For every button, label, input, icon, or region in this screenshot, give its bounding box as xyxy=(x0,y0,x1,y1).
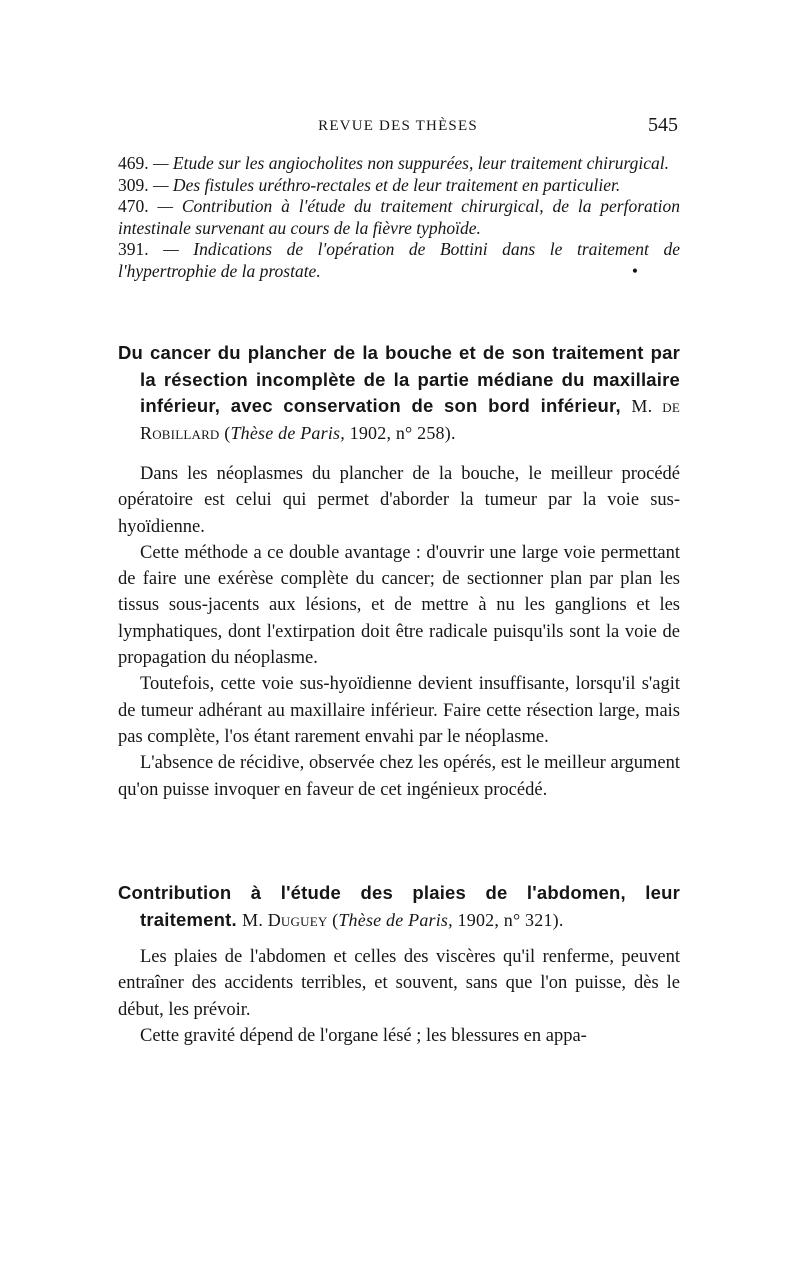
thesis-title: — Etude sur les angiocholites non suppurées, leur traitement chirurgical. xyxy=(153,153,670,173)
author-prefix: M. de xyxy=(631,396,680,416)
article-title-text: Du cancer du plancher de la bouche et de son traitement par la résection incomplète de la partie médiane du maxillaire inférieur, avec conservation de son bord inférieur, xyxy=(118,342,680,416)
article-body xyxy=(118,944,680,1049)
article-paragraph: Cette gravité dépend de l'organe lésé ; les blessures en appa- xyxy=(140,1025,587,1046)
article-paragraph: Les plaies de l'abdomen et celles des viscères qu'il renferme, peuvent entraîner des accidents terribles, et souvent, sans que l'on puisse, dès le début, les prévoir. xyxy=(118,947,680,1020)
thesis-list-item xyxy=(118,196,680,239)
article-duguey xyxy=(118,880,680,1049)
thesis-year: 1902, xyxy=(457,909,500,930)
author-name: Robillard xyxy=(140,422,220,443)
thesis-number: 470. xyxy=(118,196,149,216)
article-paragraph: Cette méthode a ce double avantage : d'ouvrir une large voie permettant de faire une exérèse complète du cancer; de sectionner plan par plan les tissus sous-jacents aux lésions, et de mettre à nu les ganglions et les lymphatiques, dont l'extirpation doit être radicale puisqu'ils sont la voie de propagation du néoplasme. xyxy=(118,542,680,669)
running-head: REVUE DES THÈSES xyxy=(318,118,478,134)
thesis-title: — Des fistules uréthro-rectales et de leur traitement en particulier. xyxy=(153,174,621,195)
thesis-number: 469. xyxy=(118,153,149,173)
thesis-list-item xyxy=(118,175,680,197)
article-title-text: Contribution à l'étude des plaies de l'abdomen, leur traitement. xyxy=(118,882,680,930)
page-number: 545 xyxy=(648,114,678,136)
thesis-year: 1902, xyxy=(349,422,392,443)
stray-dot: • xyxy=(631,260,638,281)
thesis-list-item xyxy=(118,239,680,282)
thesis-number: n° 321 xyxy=(503,909,553,930)
thesis-source: Thèse de Paris, xyxy=(338,909,453,930)
thesis-list-item xyxy=(118,153,680,175)
thesis-list xyxy=(118,153,680,282)
article-paragraph: Dans les néoplasmes du plancher de la bouche, le meilleur procédé opératoire est celui qui permet d'aborder la tumeur par la voie sus-hyoïdienne. xyxy=(118,464,680,537)
author-name: Duguey xyxy=(267,909,328,930)
article-byline: M. Duguey (Thèse de Paris, 1902, n° 321). xyxy=(242,909,564,930)
thesis-number: 391. xyxy=(118,239,149,259)
article-paragraph: Toutefois, cette voie sus-hyoïdienne devient insuffisante, lorsqu'il s'agit de tumeur adhérant au maxillaire inférieur. Faire cette résection large, mais pas complète, l'os étant rarement envahi par le néoplasme. xyxy=(118,674,680,747)
thesis-number: 309. xyxy=(118,174,149,195)
thesis-number: n° 258 xyxy=(395,422,445,443)
thesis-title: — Contribution à l'étude du traitement chirurgical, de la perforation intestinale survenant au cours de la fièvre typhoïde. xyxy=(118,196,681,238)
article-byline: M. de Robillard (Thèse de Paris, 1902, n° 258). xyxy=(140,396,680,443)
page-header xyxy=(118,116,678,140)
thesis-title: — Indications de l'opération de Bottini dans le traitement de l'hypertrophie de la prostate. xyxy=(118,239,680,281)
thesis-source: Thèse de Paris, xyxy=(230,422,345,443)
article-body xyxy=(118,461,680,803)
article-paragraph: L'absence de récidive, observée chez les opérés, est le meilleur argument qu'on puisse invoquer en faveur de cet ingénieux procédé. xyxy=(118,753,680,800)
article-robillard xyxy=(118,340,680,803)
article-title xyxy=(118,880,680,933)
author-prefix: M. xyxy=(242,909,264,930)
article-title xyxy=(118,340,680,446)
